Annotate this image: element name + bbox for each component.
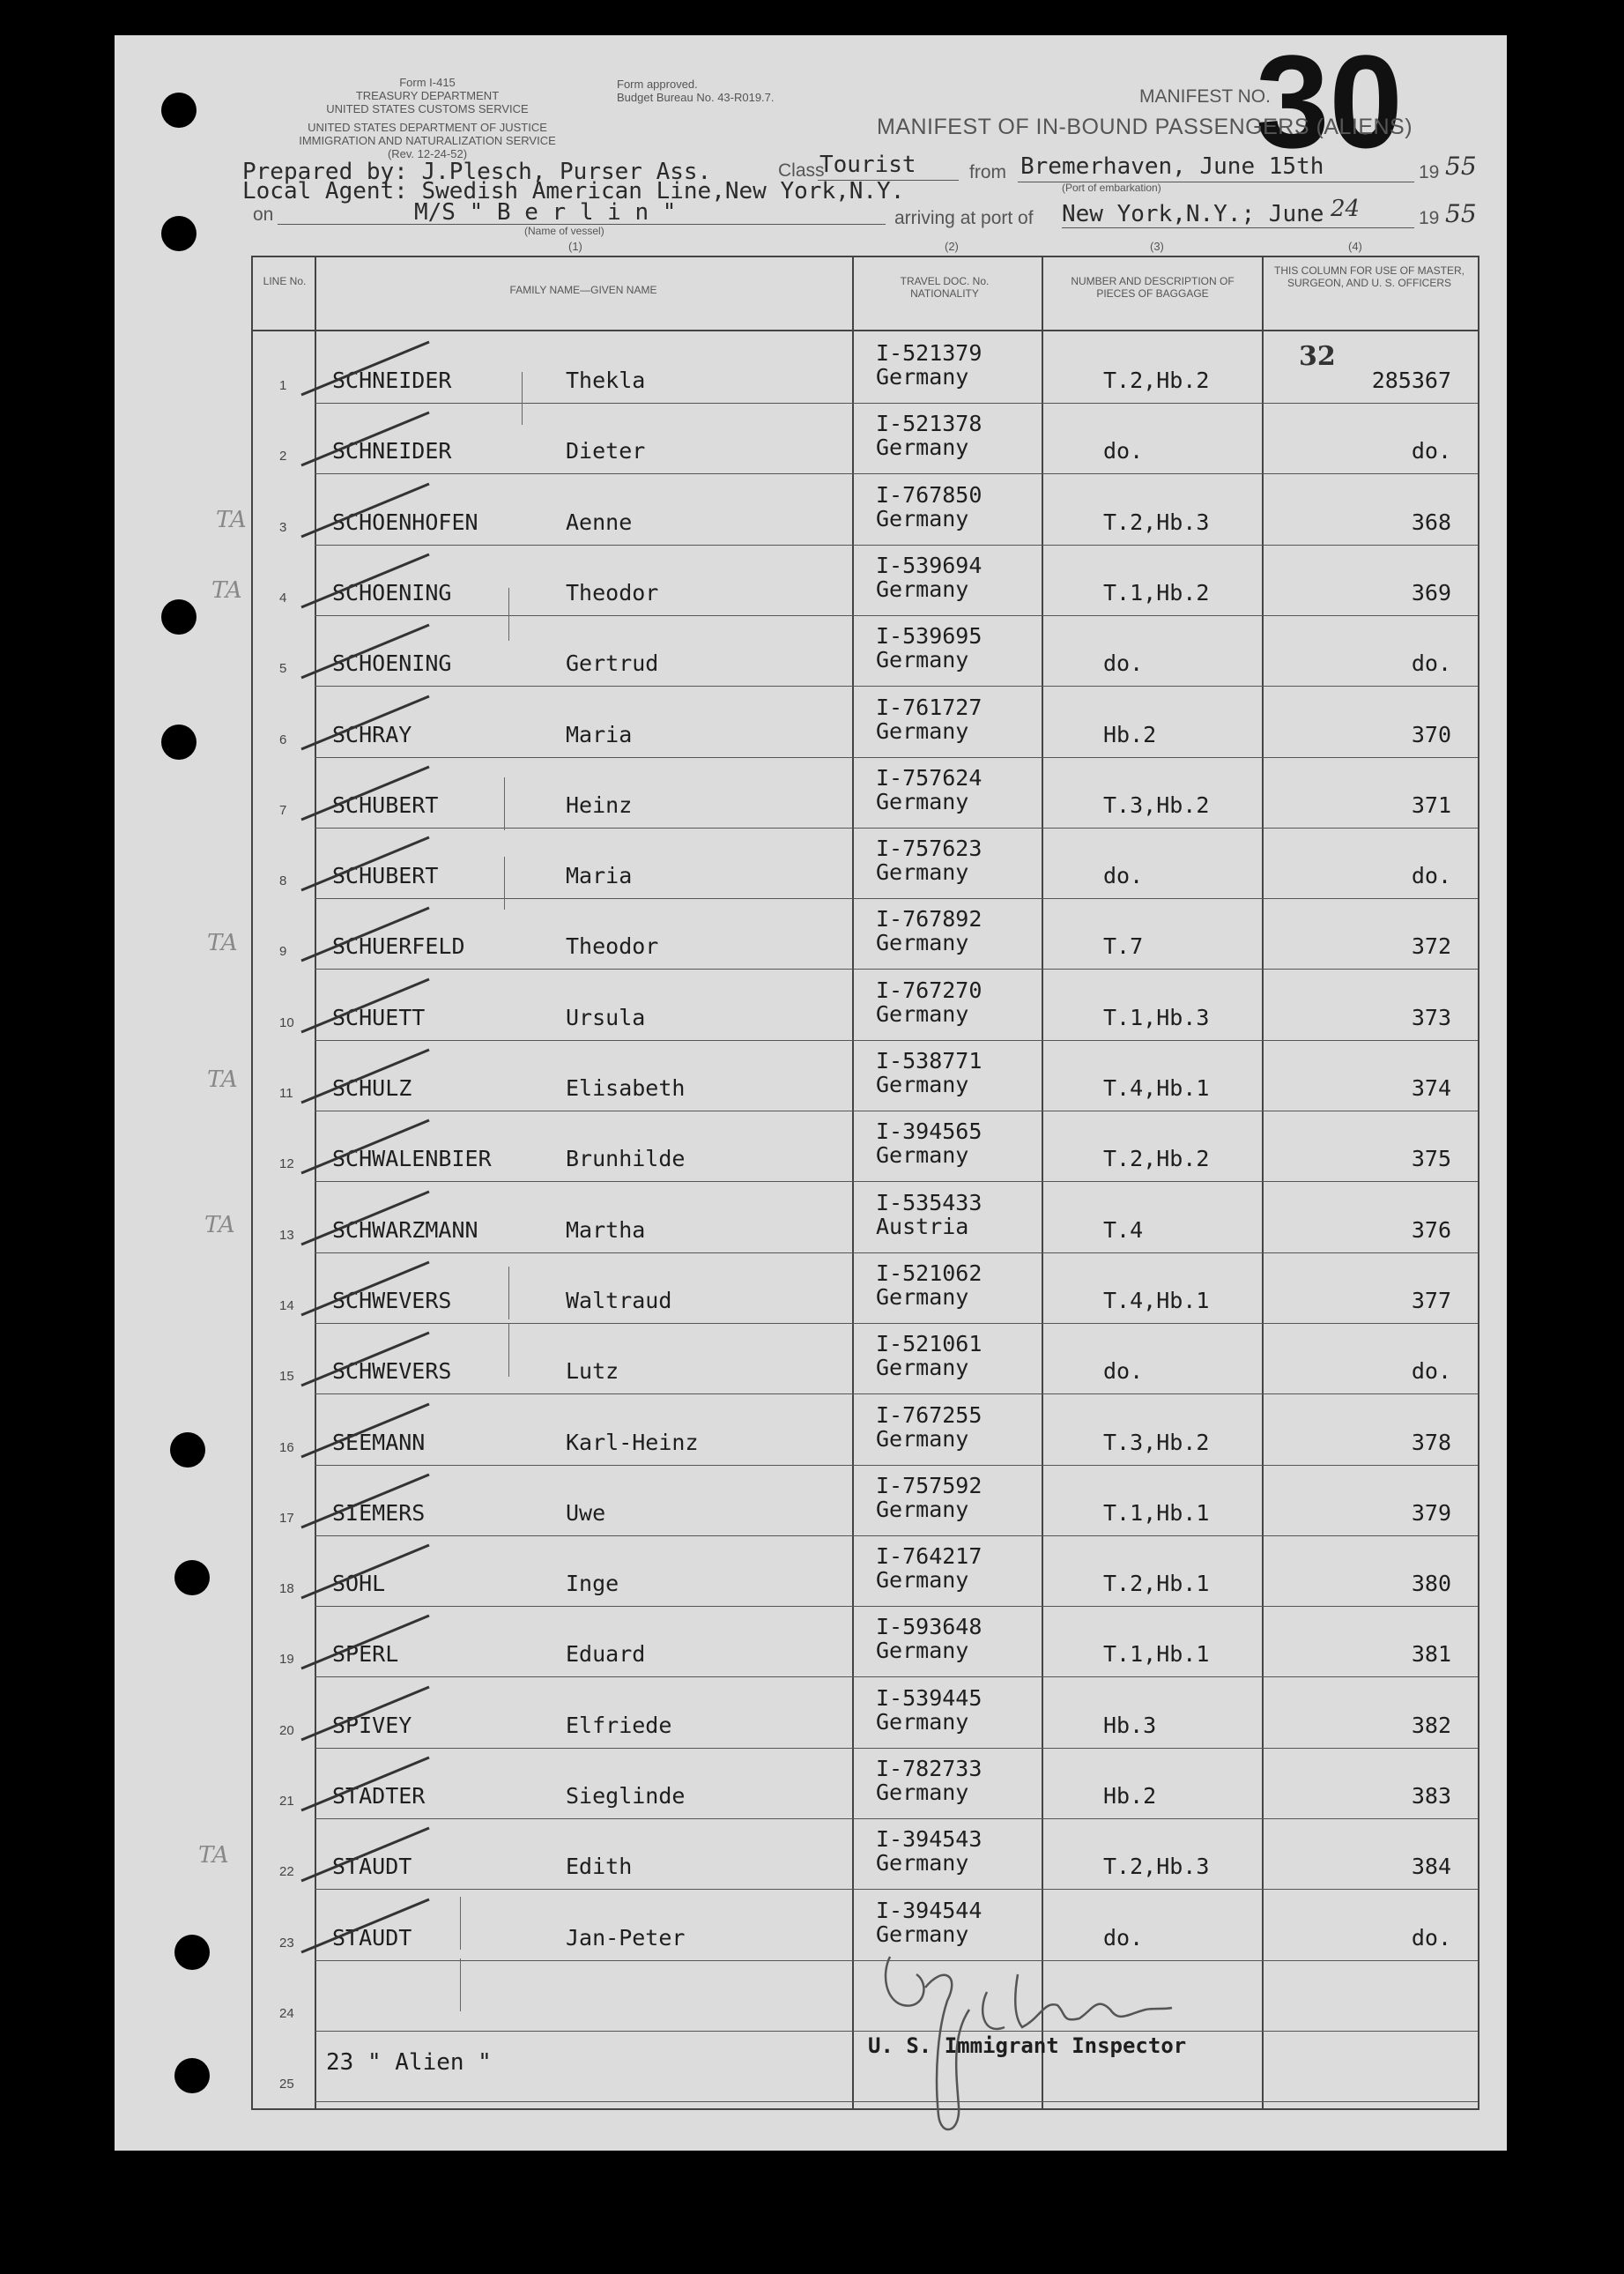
pencil-strike: [297, 1753, 438, 1815]
pencil-strike: [297, 1400, 438, 1461]
family-name: SCHUERFELD: [332, 933, 465, 960]
baggage: T.2,Hb.1: [1103, 1571, 1210, 1597]
table-row: [253, 687, 1478, 758]
table-row: [253, 1111, 1478, 1182]
baggage: Hb.2: [1103, 721, 1157, 747]
family-name: SCHNEIDER: [332, 438, 452, 464]
baggage: do.: [1103, 1358, 1144, 1385]
travel-doc: [876, 695, 982, 743]
inspector-title: U. S. Immigrant Inspector: [868, 2033, 1187, 2058]
family-name: SCHOENING: [332, 650, 452, 677]
manifest-table: [251, 256, 1479, 2110]
line-number: 1: [279, 378, 287, 393]
table-row: [253, 1323, 1478, 1394]
nationality: Germany: [876, 1780, 969, 1805]
travel-doc-number: I-782733: [876, 1756, 983, 1781]
nationality: Germany: [876, 1850, 969, 1876]
nationality: Germany: [876, 717, 969, 744]
pencil-tick: [522, 372, 523, 425]
form-number: Form I-415: [399, 76, 456, 89]
nationality: Germany: [876, 647, 969, 673]
line-number: 20: [279, 1722, 294, 1738]
pencil-strike: [297, 338, 438, 399]
nationality: Germany: [876, 1072, 969, 1097]
table-row: [253, 970, 1478, 1041]
col-head-name: FAMILY NAME—GIVEN NAME: [509, 284, 657, 296]
pencil-strike: [297, 1683, 438, 1744]
given-name: Elisabeth: [566, 1075, 686, 1101]
table-row: [253, 1182, 1478, 1253]
family-name: SIEMERS: [332, 1499, 426, 1526]
line-number: 16: [279, 1439, 294, 1455]
family-name: SCHUBERT: [332, 863, 439, 889]
pencil-tick: [508, 1267, 509, 1319]
family-name: STAUDT: [332, 1854, 412, 1880]
local-agent: Local Agent: Swedish American Line,New York,N.Y.: [242, 178, 905, 204]
nationality: Germany: [876, 1496, 969, 1522]
officer-number: 382: [1411, 1712, 1451, 1738]
line-number: 15: [279, 1369, 294, 1385]
manifest-no-label: MANIFEST NO.: [1139, 86, 1271, 107]
pencil-strike: [297, 1611, 438, 1673]
travel-doc: [876, 836, 982, 884]
travel-doc-number: I-521062: [876, 1260, 983, 1286]
table-row: [253, 1748, 1478, 1819]
given-name: Maria: [566, 721, 633, 747]
family-name: STADTER: [332, 1783, 426, 1809]
given-name: Inge: [566, 1571, 619, 1597]
pencil-strike: [297, 550, 438, 612]
line-number: 9: [279, 944, 287, 960]
header-rule: [253, 330, 1478, 331]
year-value: 55: [1445, 152, 1477, 181]
line-number: 25: [279, 2077, 294, 2092]
line-number: 18: [279, 1581, 294, 1597]
pencil-tick: [504, 777, 505, 830]
given-name: Karl-Heinz: [566, 1429, 699, 1455]
nationality: Germany: [876, 930, 969, 956]
arriving-label: arriving at port of: [894, 208, 1034, 228]
given-name: Elfriede: [566, 1712, 672, 1738]
form-header-agency: [260, 76, 595, 160]
nationality: Germany: [876, 364, 969, 390]
form-approved: Form approved.: [617, 78, 698, 91]
given-name: Theodor: [566, 579, 659, 606]
officer-number: 372: [1411, 933, 1451, 960]
class-underline: [818, 180, 959, 181]
officer-number: do.: [1411, 1924, 1451, 1951]
nationality: Germany: [876, 1708, 969, 1735]
nationality: Germany: [876, 1000, 969, 1027]
pencil-tick: [460, 1958, 461, 2011]
travel-doc-number: I-539694: [876, 552, 983, 578]
family-name: STAUDT: [332, 1924, 412, 1951]
line-number: 8: [279, 873, 287, 889]
baggage: T.4,Hb.1: [1103, 1075, 1210, 1101]
port-of-embarkation-label: (Port of embarkation): [1062, 182, 1161, 194]
travel-doc: [876, 1686, 982, 1734]
table-row: [253, 1465, 1478, 1536]
travel-doc-number: I-757624: [876, 764, 983, 791]
travel-doc: [876, 1332, 982, 1379]
baggage: T.7: [1103, 933, 1144, 960]
line-number: 6: [279, 732, 287, 747]
table-row: [253, 1252, 1478, 1324]
baggage: T.1,Hb.2: [1103, 579, 1210, 606]
nationality: Germany: [876, 1142, 969, 1169]
margin-mark: TA: [198, 1842, 229, 1869]
binder-hole: [161, 93, 197, 128]
nationality: Germany: [876, 1567, 969, 1594]
margin-mark: TA: [216, 507, 247, 533]
travel-doc-number: I-767892: [876, 906, 983, 933]
travel-doc: [876, 1474, 982, 1521]
baggage: T.2,Hb.3: [1103, 1854, 1210, 1880]
pencil-strike: [297, 1824, 438, 1885]
class-value: Tourist: [819, 152, 916, 178]
line-number: 19: [279, 1652, 294, 1668]
table-row: [253, 403, 1478, 474]
travel-doc: [876, 412, 982, 459]
officer-number: 376: [1411, 1216, 1451, 1243]
given-name: Eduard: [566, 1641, 646, 1668]
travel-doc: [876, 483, 982, 531]
officer-number: 370: [1411, 721, 1451, 747]
line-number: 23: [279, 1935, 294, 1951]
given-name: Edith: [566, 1854, 633, 1880]
justice-dept: UNITED STATES DEPARTMENT OF JUSTICE: [308, 121, 547, 134]
officer-number: 379: [1411, 1499, 1451, 1526]
pencil-strike: [297, 1328, 438, 1390]
given-name: Thekla: [566, 368, 646, 393]
table-row: [253, 1606, 1478, 1677]
line-number: 11: [279, 1086, 293, 1101]
given-name: Martha: [566, 1216, 646, 1243]
arriving-year-prefix: 19: [1419, 208, 1440, 228]
budget-bureau: Budget Bureau No. 43-R019.7.: [617, 91, 775, 104]
binder-hole: [161, 725, 197, 760]
given-name: Ursula: [566, 1004, 646, 1030]
col-head-officers: THIS COLUMN FOR USE OF MASTER, SURGEON, AND U. S. OFFICERS: [1273, 264, 1465, 289]
officer-number: do.: [1411, 438, 1451, 464]
nationality: Austria: [876, 1213, 969, 1239]
travel-doc-number: I-394565: [876, 1118, 983, 1145]
given-name: Sieglinde: [566, 1783, 686, 1809]
table-row: [253, 545, 1478, 616]
officer-number: do.: [1411, 1358, 1451, 1385]
pencil-tick: [504, 857, 505, 910]
nationality: Germany: [876, 859, 969, 886]
baggage: T.4: [1103, 1216, 1144, 1243]
pencil-strike: [297, 408, 438, 470]
margin-mark: TA: [207, 1066, 238, 1093]
from-label: from: [969, 162, 1006, 182]
family-name: SCHRAY: [332, 721, 412, 747]
travel-doc: [876, 1119, 982, 1167]
vessel-value: M/S " B e r l i n ": [414, 199, 677, 226]
travel-doc: [876, 1827, 982, 1875]
officer-number: 381: [1411, 1641, 1451, 1668]
given-name: Uwe: [566, 1499, 606, 1526]
family-name: SEEMANN: [332, 1429, 426, 1455]
nationality: Germany: [876, 1283, 969, 1310]
nationality: Germany: [876, 1425, 969, 1452]
line-number: 4: [279, 590, 287, 606]
vessel-label: (Name of vessel): [524, 225, 604, 237]
nationality: Germany: [876, 576, 969, 602]
table-row: [253, 1394, 1478, 1466]
table-row: [253, 898, 1478, 970]
officer-number: 373: [1411, 1004, 1451, 1030]
line-number: 7: [279, 802, 287, 818]
treasury-dept: TREASURY DEPARTMENT: [355, 89, 500, 102]
col-head-doc: TRAVEL DOC. No. NATIONALITY: [900, 275, 990, 300]
table-row: [253, 1677, 1478, 1749]
travel-doc-number: I-521379: [876, 340, 983, 366]
line-number: 12: [279, 1156, 294, 1172]
family-name: SCHWARZMANN: [332, 1216, 478, 1243]
nationality: Germany: [876, 788, 969, 814]
arriving-day: 24: [1331, 196, 1361, 222]
nationality: Germany: [876, 1355, 969, 1381]
travel-doc-number: I-539445: [876, 1684, 983, 1711]
travel-doc: [876, 978, 982, 1026]
family-name: SCHUETT: [332, 1004, 426, 1030]
pencil-strike: [297, 1116, 438, 1178]
travel-doc: [876, 1191, 982, 1238]
line-number: 17: [279, 1510, 294, 1526]
travel-doc: [876, 907, 982, 955]
given-name: Jan-Peter: [566, 1924, 686, 1951]
officer-number: 378: [1411, 1429, 1451, 1455]
travel-doc: [876, 1403, 982, 1451]
travel-doc: [876, 766, 982, 814]
given-name: Dieter: [566, 438, 646, 464]
line-number: 13: [279, 1227, 294, 1243]
given-name: Aenne: [566, 509, 633, 535]
family-name: SCHWALENBIER: [332, 1146, 492, 1172]
family-name: SCHUBERT: [332, 791, 439, 818]
col-index-1: (1): [568, 240, 582, 253]
travel-doc-number: I-394543: [876, 1826, 983, 1853]
officer-number: 371: [1411, 791, 1451, 818]
manifest-title: MANIFEST OF IN-BOUND PASSENGERS (ALIENS): [877, 115, 1413, 139]
baggage: Hb.2: [1103, 1783, 1157, 1809]
baggage: do.: [1103, 1924, 1144, 1951]
arriving-underline: [1062, 227, 1414, 228]
arriving-year: 55: [1445, 199, 1477, 228]
given-name: Lutz: [566, 1358, 619, 1385]
travel-doc-number: I-394544: [876, 1897, 983, 1923]
travel-doc-number: I-757623: [876, 836, 983, 862]
line-number: 10: [279, 1014, 294, 1030]
family-name: SCHWEVERS: [332, 1287, 452, 1313]
baggage: Hb.3: [1103, 1712, 1157, 1738]
travel-doc-number: I-757592: [876, 1472, 983, 1498]
travel-doc-number: I-521378: [876, 411, 983, 437]
officer-number: 374: [1411, 1075, 1451, 1101]
line-number: 24: [279, 2005, 294, 2021]
line-number: 3: [279, 519, 287, 535]
officer-number: do.: [1411, 650, 1451, 677]
given-name: Waltraud: [566, 1287, 672, 1313]
baggage: T.3,Hb.2: [1103, 1429, 1210, 1455]
form-revision: (Rev. 12-24-52): [387, 147, 468, 160]
pencil-strike: [297, 1258, 438, 1319]
baggage: T.2,Hb.3: [1103, 509, 1210, 535]
travel-doc-number: I-767255: [876, 1401, 983, 1428]
travel-doc: [876, 1049, 982, 1096]
binder-hole: [174, 1560, 210, 1595]
officer-number: 383: [1411, 1783, 1451, 1809]
ins-service: IMMIGRATION AND NATURALIZATION SERVICE: [299, 134, 556, 147]
year-prefix: 19: [1419, 162, 1440, 182]
officer-mark: 32: [1299, 341, 1336, 372]
baggage: do.: [1103, 650, 1144, 677]
col-index-3: (3): [1150, 240, 1164, 253]
nationality: Germany: [876, 435, 969, 461]
baggage: T.1,Hb.1: [1103, 1499, 1210, 1526]
officer-number: 384: [1411, 1854, 1451, 1880]
travel-doc-number: I-593648: [876, 1614, 983, 1640]
nationality: Germany: [876, 1921, 969, 1947]
baggage: T.4,Hb.1: [1103, 1287, 1210, 1313]
baggage: T.3,Hb.2: [1103, 791, 1210, 818]
col-index-4: (4): [1348, 240, 1362, 253]
travel-doc-number: I-767270: [876, 977, 983, 1003]
line-number: 5: [279, 661, 287, 677]
nationality: Germany: [876, 505, 969, 531]
officer-number: 377: [1411, 1287, 1451, 1313]
pencil-tick: [460, 1897, 461, 1950]
travel-doc-number: I-521061: [876, 1331, 983, 1357]
family-name: SCHWEVERS: [332, 1358, 452, 1385]
family-name: SPERL: [332, 1641, 399, 1668]
pencil-tick: [508, 1324, 509, 1377]
baggage: T.2,Hb.2: [1103, 1146, 1210, 1172]
table-row: [253, 1535, 1478, 1607]
manifest-number: 30: [1256, 27, 1403, 175]
table-row: [253, 474, 1478, 546]
col-head-baggage: NUMBER AND DESCRIPTION OF PIECES OF BAGGAGE: [1071, 275, 1235, 300]
prepared-by: Prepared by: J.Plesch, Purser Ass.: [242, 159, 712, 185]
travel-doc-number: I-539695: [876, 623, 983, 650]
line-number: 22: [279, 1864, 294, 1880]
given-name: Maria: [566, 863, 633, 889]
travel-doc: [876, 1757, 982, 1804]
baggage: T.2,Hb.2: [1103, 368, 1210, 393]
binder-hole: [161, 216, 197, 251]
family-name: SCHOENHOFEN: [332, 509, 478, 535]
margin-mark: TA: [211, 577, 242, 604]
pencil-tick: [508, 588, 509, 641]
pencil-strike: [297, 1045, 438, 1107]
baggage: do.: [1103, 863, 1144, 889]
pencil-strike: [297, 903, 438, 965]
table-row: [253, 1818, 1478, 1890]
margin-mark: TA: [204, 1212, 235, 1238]
given-name: Heinz: [566, 791, 633, 818]
table-row: [253, 615, 1478, 687]
binder-hole: [174, 1935, 210, 1970]
on-label: on: [253, 204, 274, 225]
travel-doc: [876, 1544, 982, 1592]
officer-number: do.: [1411, 863, 1451, 889]
line-number: 21: [279, 1794, 294, 1809]
table-row: [253, 828, 1478, 899]
pencil-strike: [297, 1541, 438, 1602]
table-row: [253, 332, 1478, 404]
margin-mark: TA: [207, 930, 238, 956]
travel-doc-number: I-764217: [876, 1543, 983, 1570]
family-name: SPIVEY: [332, 1712, 412, 1738]
travel-doc-number: I-538771: [876, 1048, 983, 1074]
pencil-strike: [297, 621, 438, 682]
arriving-value: New York,N.Y.; June: [1062, 201, 1324, 227]
pencil-strike: [297, 833, 438, 895]
form-approval: [617, 78, 881, 104]
col-index-2: (2): [945, 240, 959, 253]
table-row: [253, 1040, 1478, 1111]
from-value: Bremerhaven, June 15th: [1020, 153, 1324, 180]
pencil-strike: [297, 1470, 438, 1532]
customs-service: UNITED STATES CUSTOMS SERVICE: [326, 102, 529, 115]
baggage: do.: [1103, 438, 1144, 464]
officer-number: 375: [1411, 1146, 1451, 1172]
baggage: T.1,Hb.3: [1103, 1004, 1210, 1030]
given-name: Brunhilde: [566, 1146, 686, 1172]
line-number: 2: [279, 449, 287, 464]
binder-hole: [170, 1432, 205, 1468]
binder-hole: [174, 2058, 210, 2093]
travel-doc: [876, 624, 982, 672]
family-name: SCHULZ: [332, 1075, 412, 1101]
pencil-strike: [297, 479, 438, 541]
travel-doc-number: I-535433: [876, 1189, 983, 1215]
travel-doc: [876, 554, 982, 601]
class-label: Class: [778, 160, 825, 181]
travel-doc: [876, 341, 982, 389]
officer-number: 285367: [1371, 368, 1451, 393]
travel-doc: [876, 1615, 982, 1662]
pencil-strike: [297, 1895, 438, 1957]
given-name: Gertrud: [566, 650, 659, 677]
family-name: SCHOENING: [332, 579, 452, 606]
pencil-strike: [297, 762, 438, 824]
travel-doc-number: I-761727: [876, 694, 983, 720]
col-head-line: LINE No.: [263, 275, 307, 287]
officer-number: 380: [1411, 1571, 1451, 1597]
nationality: Germany: [876, 1638, 969, 1664]
baggage: T.1,Hb.1: [1103, 1641, 1210, 1668]
travel-doc: [876, 1261, 982, 1309]
pencil-strike: [297, 1187, 438, 1249]
line-number: 14: [279, 1297, 294, 1313]
travel-doc-number: I-767850: [876, 481, 983, 508]
pencil-strike: [297, 692, 438, 754]
alien-count: 23 " Alien ": [326, 2049, 492, 2076]
family-name: SOHL: [332, 1571, 386, 1597]
officer-number: 368: [1411, 509, 1451, 535]
binder-hole: [161, 599, 197, 635]
family-name: SCHNEIDER: [332, 368, 452, 393]
table-row: [253, 757, 1478, 829]
given-name: Theodor: [566, 933, 659, 960]
officer-number: 369: [1411, 579, 1451, 606]
pencil-strike: [297, 975, 438, 1037]
